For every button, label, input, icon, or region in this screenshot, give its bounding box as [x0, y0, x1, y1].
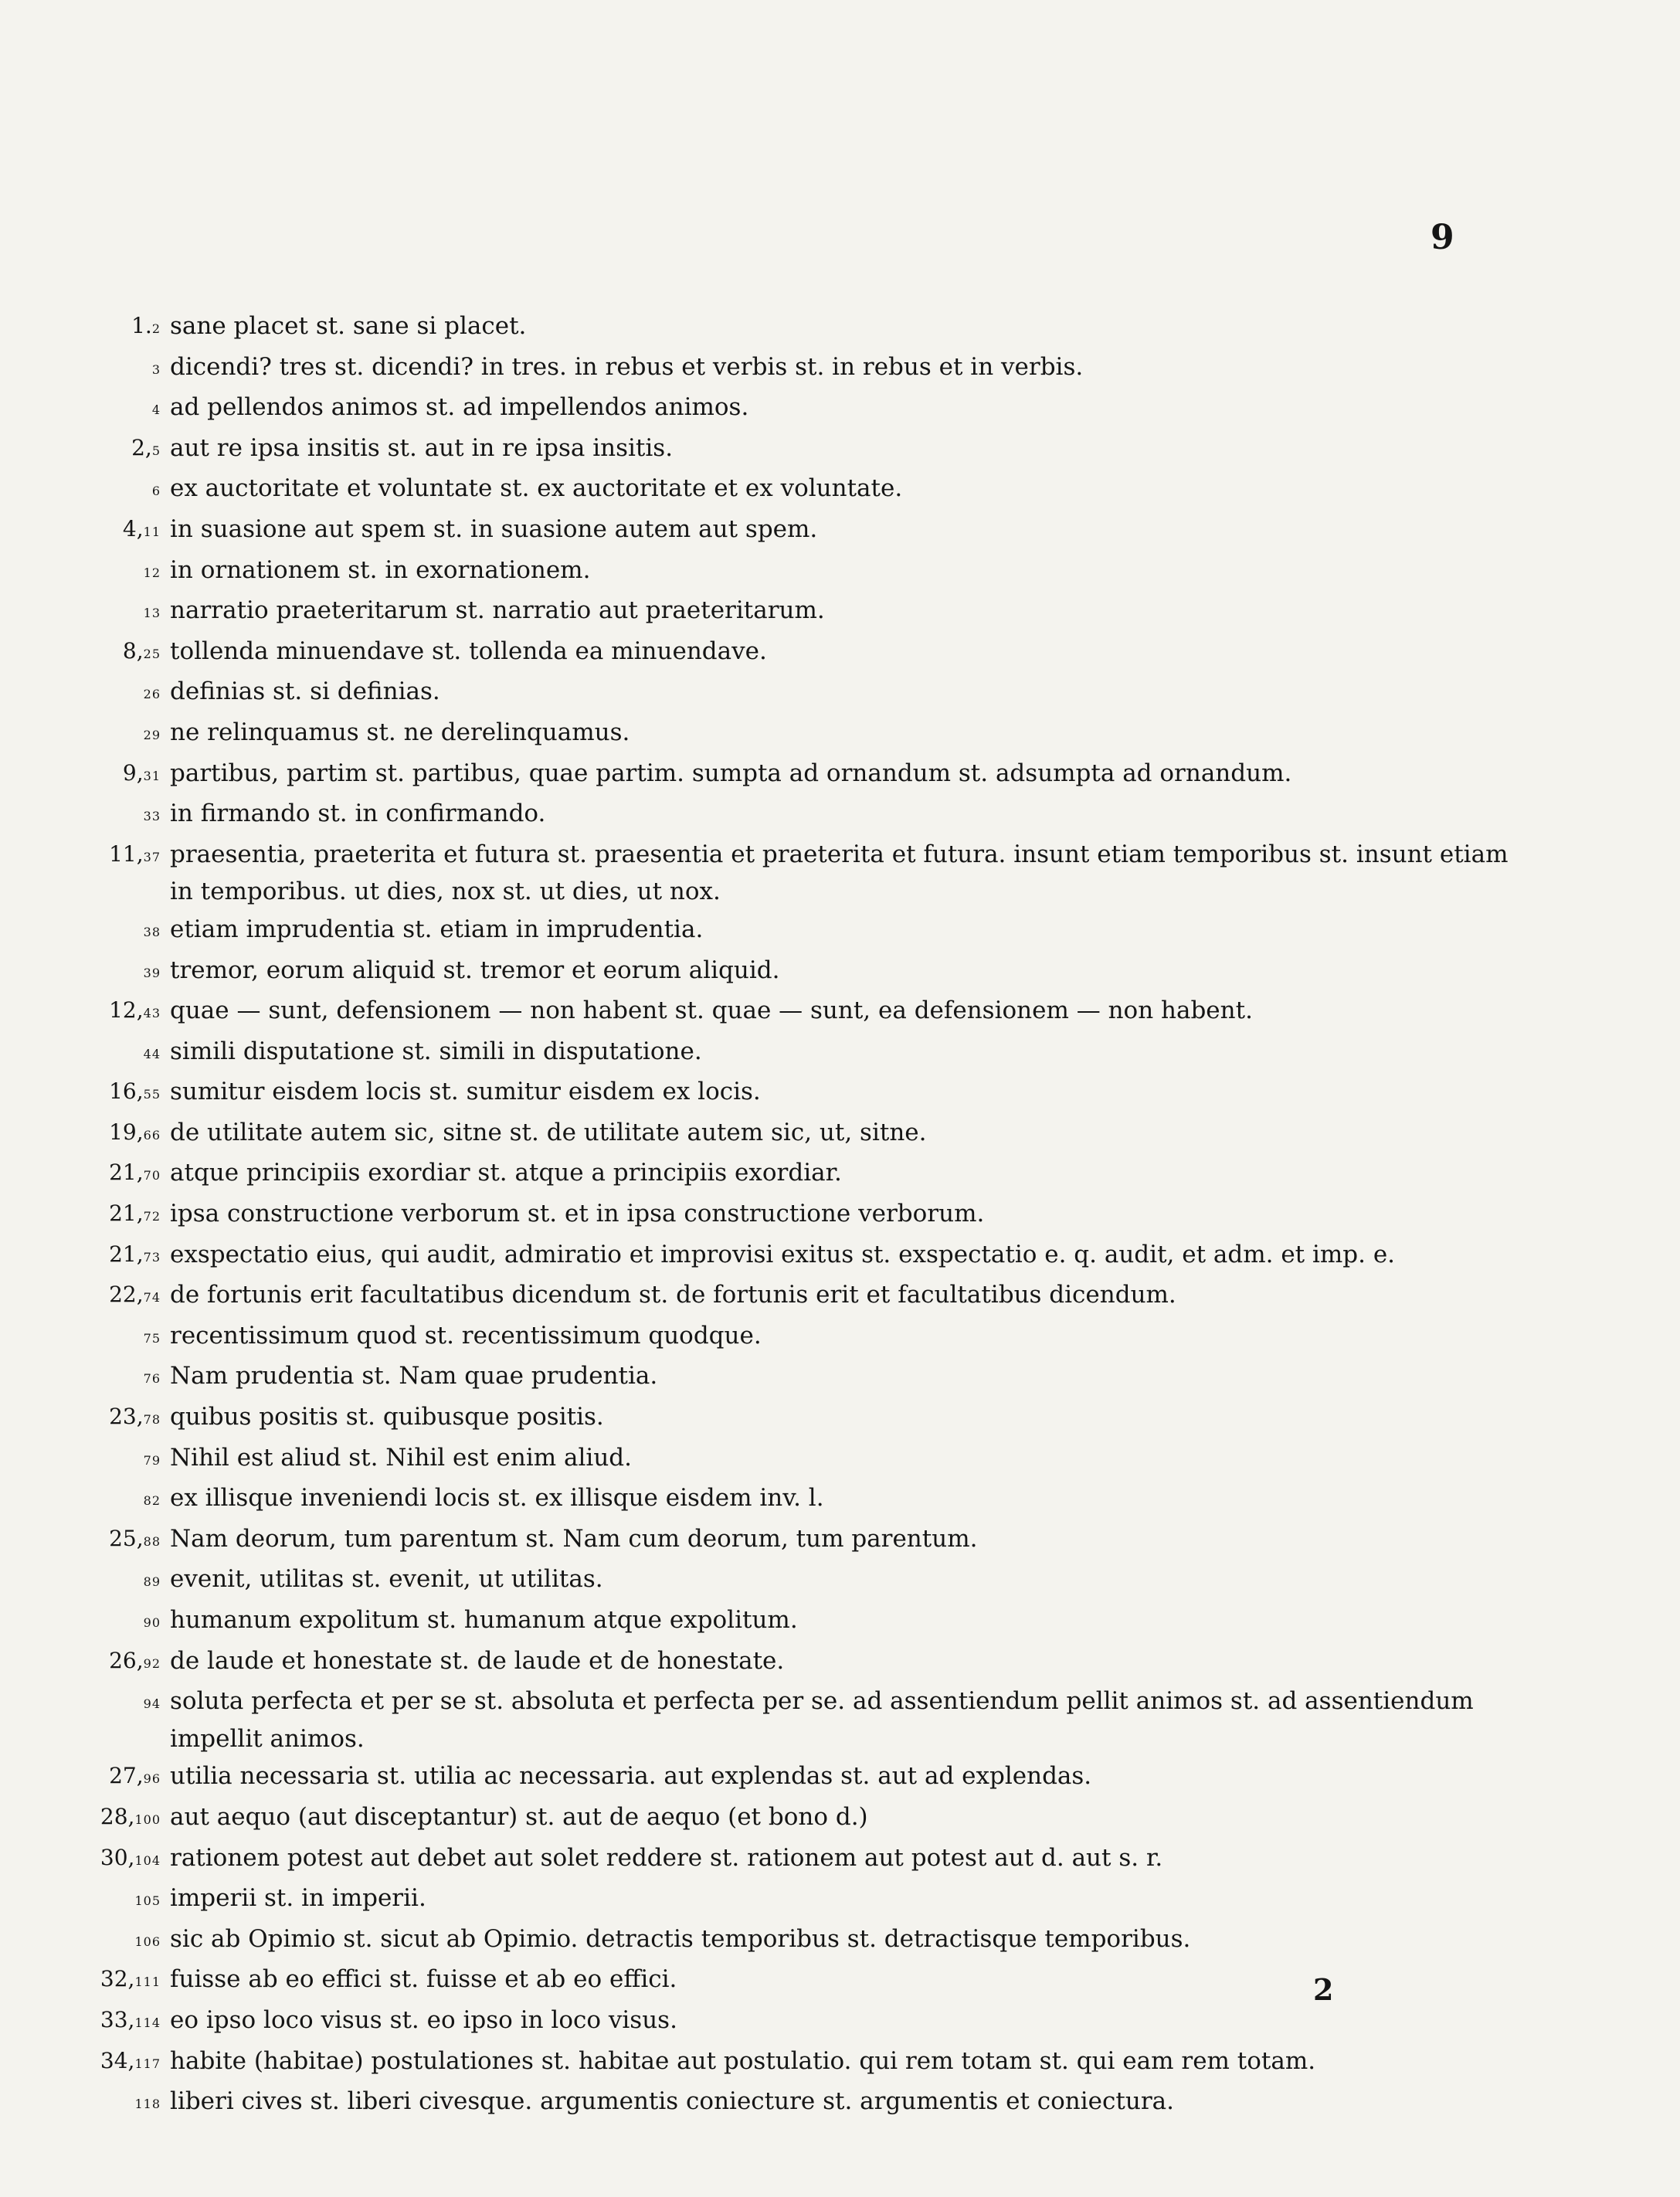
line-ref: 76 — [143, 1371, 161, 1387]
line-ref: 34,117 — [100, 2047, 161, 2073]
line-ref: 33 — [143, 809, 161, 824]
line-ref: 21,72 — [109, 1200, 161, 1227]
line-ref: 2,5 — [131, 434, 161, 460]
line-ref: 39 — [143, 965, 161, 980]
list-item: 21,73 exspectatio eius, qui audit, admiratio et improvisi exitus st. exspectatio e. q. audit, et adm. et imp. e. — [70, 1236, 1522, 1277]
line-ref: 21,73 — [109, 1241, 161, 1267]
list-item: 27,96 utilia necessaria st. utilia ac necessaria. aut explendas st. aut ad explendas. — [70, 1757, 1522, 1798]
list-item: 8,25 tollenda minuendave st. tollenda ea minuendave. — [70, 633, 1522, 674]
list-item: 79 Nihil est aliud st. Nihil est enim aliud. — [70, 1439, 1522, 1480]
line-ref: 1.2 — [131, 313, 161, 338]
list-item: 118 liberi cives st. liberi civesque. argumentis coniecture st. argumentis et coniectura. — [70, 2083, 1522, 2124]
line-ref: 33,114 — [100, 2006, 161, 2032]
list-item: 106 sic ab Opimio st. sicut ab Opimio. detractis temporibus st. detractisque temporibus. — [70, 1920, 1522, 1961]
list-item: 32,111 fuisse ab eo effici st. fuisse et ab eo effici. — [70, 1961, 1522, 2002]
list-item: 23,78 quibus positis st. quibusque positis. — [70, 1398, 1522, 1439]
line-ref: 22,74 — [109, 1282, 161, 1308]
list-item: 44 simili disputatione st. simili in disputatione. — [70, 1033, 1522, 1074]
line-ref: 21,70 — [109, 1160, 161, 1186]
line-ref: 19,66 — [109, 1119, 161, 1145]
line-ref: 3 — [151, 362, 161, 377]
list-item: 89 evenit, utilitas st. evenit, ut utilitas. — [70, 1560, 1522, 1601]
list-item: 34,117 habite (habitae) postulationes st. habitae aut postulatio. qui rem totam st. qui eam rem totam. — [70, 2042, 1522, 2083]
line-ref: 9,31 — [122, 759, 161, 786]
list-item: 28,100 aut aequo (aut disceptantur) st. aut de aequo (et bono d.) — [70, 1798, 1522, 1839]
corrections-list — [70, 307, 1522, 2124]
line-ref: 89 — [143, 1574, 161, 1590]
list-item: 4 ad pellendos animos st. ad impellendos animos. — [70, 389, 1522, 430]
line-ref: 25,88 — [109, 1525, 161, 1551]
line-ref: 13 — [143, 606, 161, 621]
list-item: 21,72 ipsa constructione verborum st. et in ipsa constructione verborum. — [70, 1195, 1522, 1236]
line-ref: 75 — [143, 1330, 161, 1346]
line-ref: 28,100 — [100, 1803, 161, 1829]
line-ref: 26,92 — [109, 1647, 161, 1673]
list-item: 13 narratio praeteritarum st. narratio aut praeteritarum. — [70, 592, 1522, 633]
list-item: 30,104 rationem potest aut debet aut solet reddere st. rationem aut potest aut d. aut s. r. — [70, 1839, 1522, 1880]
line-ref: 79 — [143, 1452, 161, 1468]
line-ref: 4 — [151, 402, 161, 418]
list-item: 21,70 atque principiis exordiar st. atque a principiis exordiar. — [70, 1154, 1522, 1195]
list-item: 16,55 sumitur eisdem locis st. sumitur eisdem ex locis. — [70, 1073, 1522, 1114]
line-ref: 29 — [143, 727, 161, 742]
line-ref: 118 — [134, 2097, 161, 2112]
line-ref: 82 — [143, 1493, 161, 1509]
list-item: 4,11 in suasione aut spem st. in suasione autem aut spem. — [70, 511, 1522, 552]
list-item: 82 ex illisque inveniendi locis st. ex illisque eisdem inv. l. — [70, 1479, 1522, 1520]
list-item: 94 soluta perfecta et per se st. absoluta et perfecta per se. ad assentiendum pellit animos st. ad assentiendum impellit animos. — [70, 1683, 1522, 1757]
list-item: 19,66 de utilitate autem sic, sitne st. de utilitate autem sic, ut, sitne. — [70, 1114, 1522, 1155]
list-item: 76 Nam prudentia st. Nam quae prudentia. — [70, 1357, 1522, 1398]
list-item: 2,5 aut re ipsa insitis st. aut in re ipsa insitis. — [70, 430, 1522, 470]
signature-mark: 2 — [1313, 1972, 1334, 2007]
line-ref: 32,111 — [100, 1966, 161, 1992]
list-item: 38 etiam imprudentia st. etiam in imprudentia. — [70, 911, 1522, 952]
line-ref: 23,78 — [109, 1404, 161, 1430]
line-ref: 6 — [151, 484, 161, 499]
line-ref: 44 — [143, 1046, 161, 1061]
line-ref: 8,25 — [122, 637, 161, 664]
list-item: 90 humanum expolitum st. humanum atque expolitum. — [70, 1601, 1522, 1642]
line-ref: 106 — [134, 1934, 161, 1949]
list-item: 33,114 eo ipso loco visus st. eo ipso in loco visus. — [70, 2002, 1522, 2042]
list-item: 33 in firmando st. in confirmando. — [70, 795, 1522, 836]
line-ref: 26 — [143, 687, 161, 702]
list-item: 29 ne relinquamus st. ne derelinquamus. — [70, 714, 1522, 755]
list-item: 25,88 Nam deorum, tum parentum st. Nam cum deorum, tum parentum. — [70, 1520, 1522, 1561]
list-item: 26 definias st. si definias. — [70, 673, 1522, 714]
list-item: 11,37 praesentia, praeterita et futura st. praesentia et praeterita et futura. insunt etiam temporibus st. insunt etiam in temporibus. ut dies, nox st. ut dies, ut nox. — [70, 836, 1522, 911]
list-item: 12,43 quae — sunt, defensionem — non habent st. quae — sunt, ea defensionem — non habent. — [70, 992, 1522, 1033]
list-item: 75 recentissimum quod st. recentissimum quodque. — [70, 1317, 1522, 1358]
list-item: 3 dicendi? tres st. dicendi? in tres. in rebus et verbis st. in rebus et in verbis. — [70, 348, 1522, 389]
line-ref: 12 — [143, 565, 161, 580]
list-item: 39 tremor, eorum aliquid st. tremor et eorum aliquid. — [70, 952, 1522, 993]
list-item: 1.2 sane placet st. sane si placet. — [70, 307, 1522, 348]
line-ref: 30,104 — [100, 1844, 161, 1870]
list-item: 12 in ornationem st. in exornationem. — [70, 552, 1522, 593]
line-ref: 12,43 — [109, 997, 161, 1024]
line-ref: 27,96 — [109, 1763, 161, 1789]
line-ref: 94 — [143, 1696, 161, 1712]
list-item: 22,74 de fortunis erit facultatibus dicendum st. de fortunis erit et facultatibus dicendum. — [70, 1276, 1522, 1317]
line-ref: 16,55 — [109, 1078, 161, 1105]
page-number: 9 — [1431, 218, 1454, 257]
list-item: 9,31 partibus, partim st. partibus, quae partim. sumpta ad ornandum st. adsumpta ad ornandum. — [70, 755, 1522, 796]
line-ref: 90 — [143, 1615, 161, 1630]
list-item: 105 imperii st. in imperii. — [70, 1880, 1522, 1920]
line-ref: 38 — [143, 924, 161, 939]
line-ref: 4,11 — [122, 515, 161, 542]
list-item: 6 ex auctoritate et voluntate st. ex auctoritate et ex voluntate. — [70, 470, 1522, 511]
list-item: 26,92 de laude et honestate st. de laude et de honestate. — [70, 1642, 1522, 1683]
line-ref: 11,37 — [109, 840, 161, 867]
line-ref: 105 — [134, 1893, 161, 1909]
